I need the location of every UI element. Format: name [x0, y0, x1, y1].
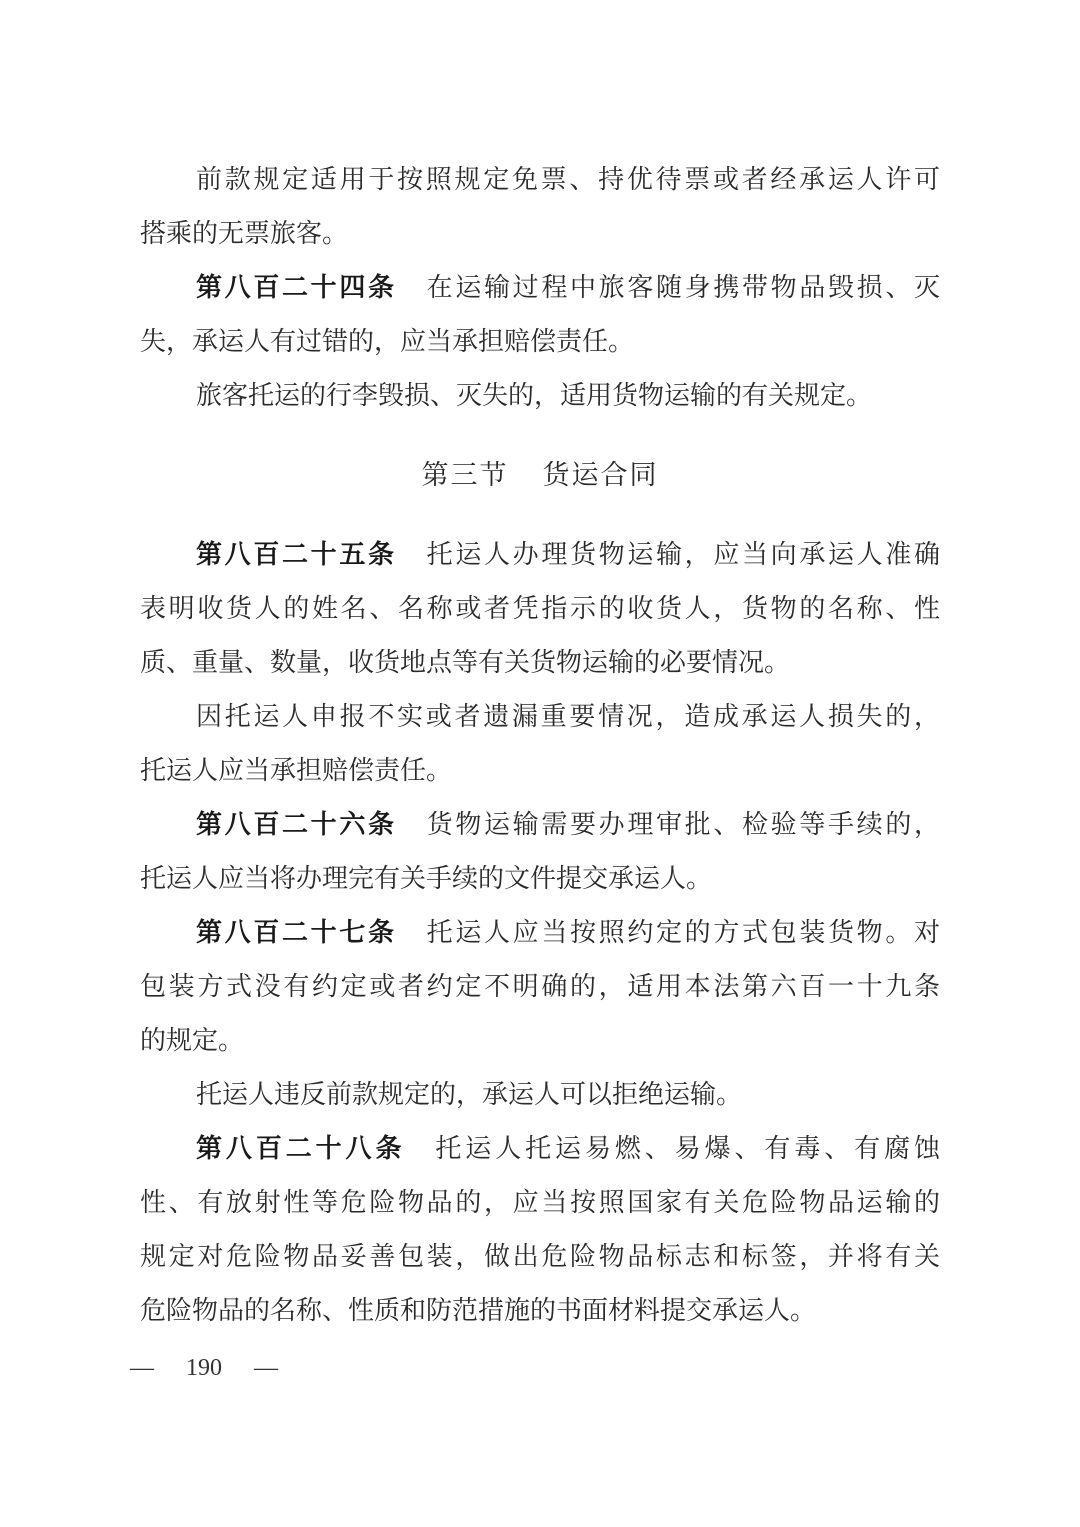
paragraph-line: 规定对危险物品妥善包装，做出危险物品标志和标签，并将有关	[140, 1242, 940, 1272]
article-text: 在运输过程中旅客随身携带物品毁损、灭	[426, 273, 940, 303]
paragraph-line: 质、重量、数量，收货地点等有关货物运输的必要情况。	[140, 648, 791, 678]
article-heading: 第八百二十六条	[196, 810, 397, 840]
article-heading: 第八百二十八条	[196, 1134, 406, 1164]
paragraph-line: 表明收货人的姓名、名称或者凭指示的收货人，货物的名称、性	[140, 594, 940, 624]
paragraph-line: 因托运人申报不实或者遗漏重要情况，造成承运人损失的，	[196, 702, 940, 732]
paragraph-line: 包装方式没有约定或者约定不明确的，适用本法第六百一十九条	[140, 972, 940, 1002]
article-heading: 第八百二十四条	[196, 273, 397, 303]
paragraph-line: 失，承运人有过错的，应当承担赔偿责任。	[140, 327, 635, 357]
section-title: 货运合同	[542, 460, 659, 491]
paragraph-line: 搭乘的无票旅客。	[140, 219, 349, 249]
article-825-line	[196, 535, 940, 575]
paragraph-line: 危险物品的名称、性质和防范措施的书面材料提交承运人。	[140, 1296, 817, 1326]
article-text: 托运人办理货物运输，应当向承运人准确	[426, 540, 940, 570]
paragraph-line: 托运人应当将办理完有关手续的文件提交承运人。	[140, 864, 713, 894]
article-828-line	[196, 1129, 940, 1169]
page-number	[130, 1348, 278, 1388]
paragraph-line: 性、有放射性等危险物品的，应当按照国家有关危险物品运输的	[140, 1188, 940, 1218]
page-number-dash-left: —	[130, 1355, 154, 1381]
article-text: 托运人托运易燃、易爆、有毒、有腐蚀	[435, 1134, 940, 1164]
article-heading: 第八百二十七条	[196, 918, 397, 948]
paragraph-line: 前款规定适用于按照规定免票、持优待票或者经承运人许可	[196, 165, 940, 195]
article-826-line	[196, 805, 940, 845]
article-827-line	[196, 913, 940, 953]
article-heading: 第八百二十五条	[196, 540, 397, 570]
article-text: 托运人应当按照约定的方式包装货物。对	[426, 918, 940, 948]
paragraph-line: 托运人应当承担赔偿责任。	[140, 756, 453, 786]
paragraph-line: 托运人违反前款规定的，承运人可以拒绝运输。	[196, 1080, 743, 1110]
page-number-dash-right: —	[254, 1355, 278, 1381]
section-number: 第三节	[421, 460, 509, 491]
paragraph-line: 旅客托运的行李毁损、灭失的，适用货物运输的有关规定。	[196, 381, 873, 411]
page-number-value: 190	[186, 1355, 222, 1381]
article-text: 货物运输需要办理审批、检验等手续的，	[426, 810, 940, 840]
article-824-line	[196, 268, 940, 308]
section-heading	[0, 456, 1080, 496]
paragraph-line: 的规定。	[140, 1026, 245, 1056]
